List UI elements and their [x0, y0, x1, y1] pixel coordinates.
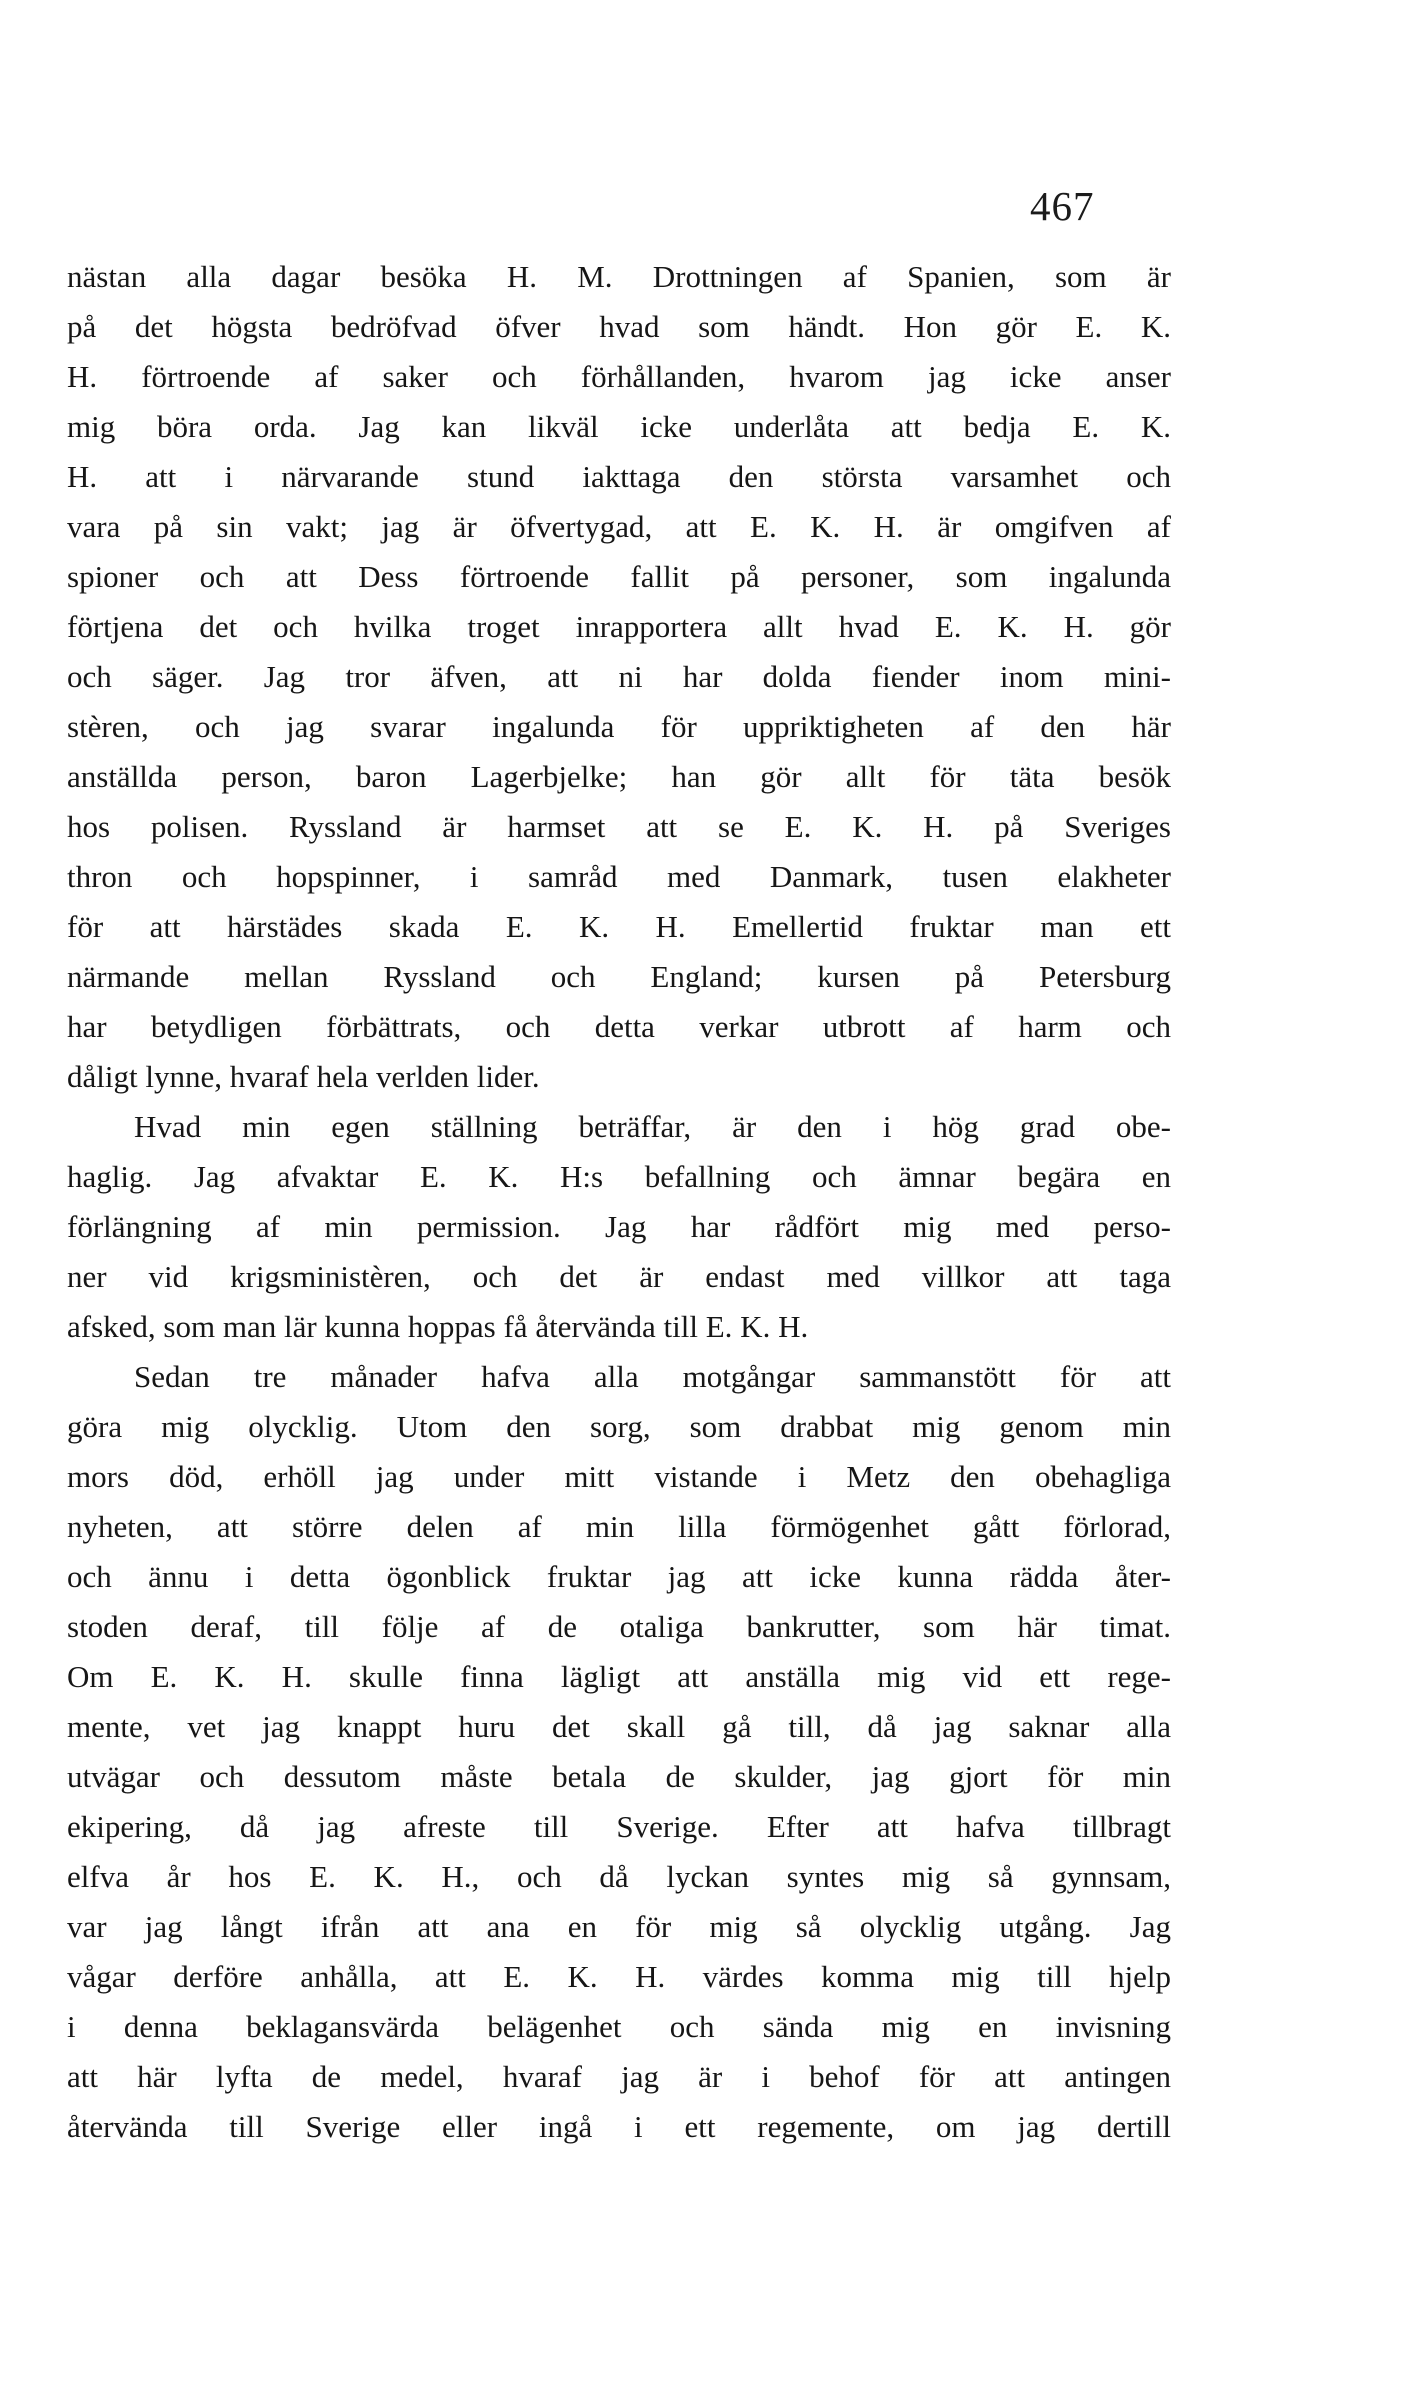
text-line: nyheten, att större delen af min lilla förmögenhet gått förlorad, — [67, 1509, 1171, 1544]
text-line: stoden deraf, till följe af de otaliga bankrutter, som här timat. — [67, 1609, 1171, 1644]
text-line: H. att i närvarande stund iakttaga den största varsamhet och — [67, 459, 1171, 494]
text-line: vågar derföre anhålla, att E. K. H. värdes komma mig till hjelp — [67, 1959, 1171, 1994]
text-line: på det högsta bedröfvad öfver hvad som händt. Hon gör E. K. — [67, 309, 1171, 344]
text-line: närmande mellan Ryssland och England; kursen på Petersburg — [67, 959, 1171, 994]
text-line: vara på sin vakt; jag är öfvertygad, att E. K. H. är omgifven af — [67, 509, 1171, 544]
text-line: haglig. Jag afvaktar E. K. H:s befallning och ämnar begära en — [67, 1159, 1171, 1194]
text-line: dåligt lynne, hvaraf hela verlden lider. — [67, 1059, 540, 1094]
text-line: hos polisen. Ryssland är harmset att se E. K. H. på Sveriges — [67, 809, 1171, 844]
text-line: för att härstädes skada E. K. H. Emellertid fruktar man ett — [67, 909, 1171, 944]
text-line: thron och hopspinner, i samråd med Danmark, tusen elakheter — [67, 859, 1171, 894]
text-line: att här lyfta de medel, hvaraf jag är i behof för att antingen — [67, 2059, 1171, 2094]
text-line: Sedan tre månader hafva alla motgångar sammanstött för att — [134, 1359, 1171, 1394]
paragraph — [67, 252, 1171, 1102]
text-line: mig böra orda. Jag kan likväl icke underlåta att bedja E. K. — [67, 409, 1171, 444]
text-line: Hvad min egen ställning beträffar, är den i hög grad obe- — [134, 1109, 1171, 1144]
body-text — [67, 252, 1171, 2152]
text-line: H. förtroende af saker och förhållanden, hvarom jag icke anser — [67, 359, 1171, 394]
text-line: mors död, erhöll jag under mitt vistande i Metz den obehagliga — [67, 1459, 1171, 1494]
text-line: i denna beklagansvärda belägenhet och sända mig en invisning — [67, 2009, 1171, 2044]
text-line: förlängning af min permission. Jag har rådfört mig med perso- — [67, 1209, 1171, 1244]
text-line: förtjena det och hvilka troget inrapportera allt hvad E. K. H. gör — [67, 609, 1171, 644]
paragraph — [67, 1102, 1171, 1352]
text-line: mente, vet jag knappt huru det skall gå till, då jag saknar alla — [67, 1709, 1171, 1744]
paragraph — [67, 1352, 1171, 2152]
text-line: har betydligen förbättrats, och detta verkar utbrott af harm och — [67, 1009, 1171, 1044]
text-line: och säger. Jag tror äfven, att ni har dolda fiender inom mini- — [67, 659, 1171, 694]
text-line: ekipering, då jag afreste till Sverige. Efter att hafva tillbragt — [67, 1809, 1171, 1844]
text-line: och ännu i detta ögonblick fruktar jag att icke kunna rädda åter- — [67, 1559, 1171, 1594]
text-line: spioner och att Dess förtroende fallit på personer, som ingalunda — [67, 559, 1171, 594]
text-line: anställda person, baron Lagerbjelke; han gör allt för täta besök — [67, 759, 1171, 794]
page-number: 467 — [1030, 183, 1095, 229]
text-line: återvända till Sverige eller ingå i ett regemente, om jag dertill — [67, 2109, 1171, 2144]
text-line: stèren, och jag svarar ingalunda för uppriktigheten af den här — [67, 709, 1171, 744]
text-line: var jag långt ifrån att ana en för mig så olycklig utgång. Jag — [67, 1909, 1171, 1944]
text-line: ner vid krigsministèren, och det är endast med villkor att taga — [67, 1259, 1171, 1294]
text-line: göra mig olycklig. Utom den sorg, som drabbat mig genom min — [67, 1409, 1171, 1444]
text-line: Om E. K. H. skulle finna lägligt att anställa mig vid ett rege- — [67, 1659, 1171, 1694]
text-line: afsked, som man lär kunna hoppas få återvända till E. K. H. — [67, 1309, 809, 1344]
text-line: utvägar och dessutom måste betala de skulder, jag gjort för min — [67, 1759, 1171, 1794]
text-line: nästan alla dagar besöka H. M. Drottningen af Spanien, som är — [67, 259, 1171, 294]
text-line: elfva år hos E. K. H., och då lyckan syntes mig så gynnsam, — [67, 1859, 1171, 1894]
